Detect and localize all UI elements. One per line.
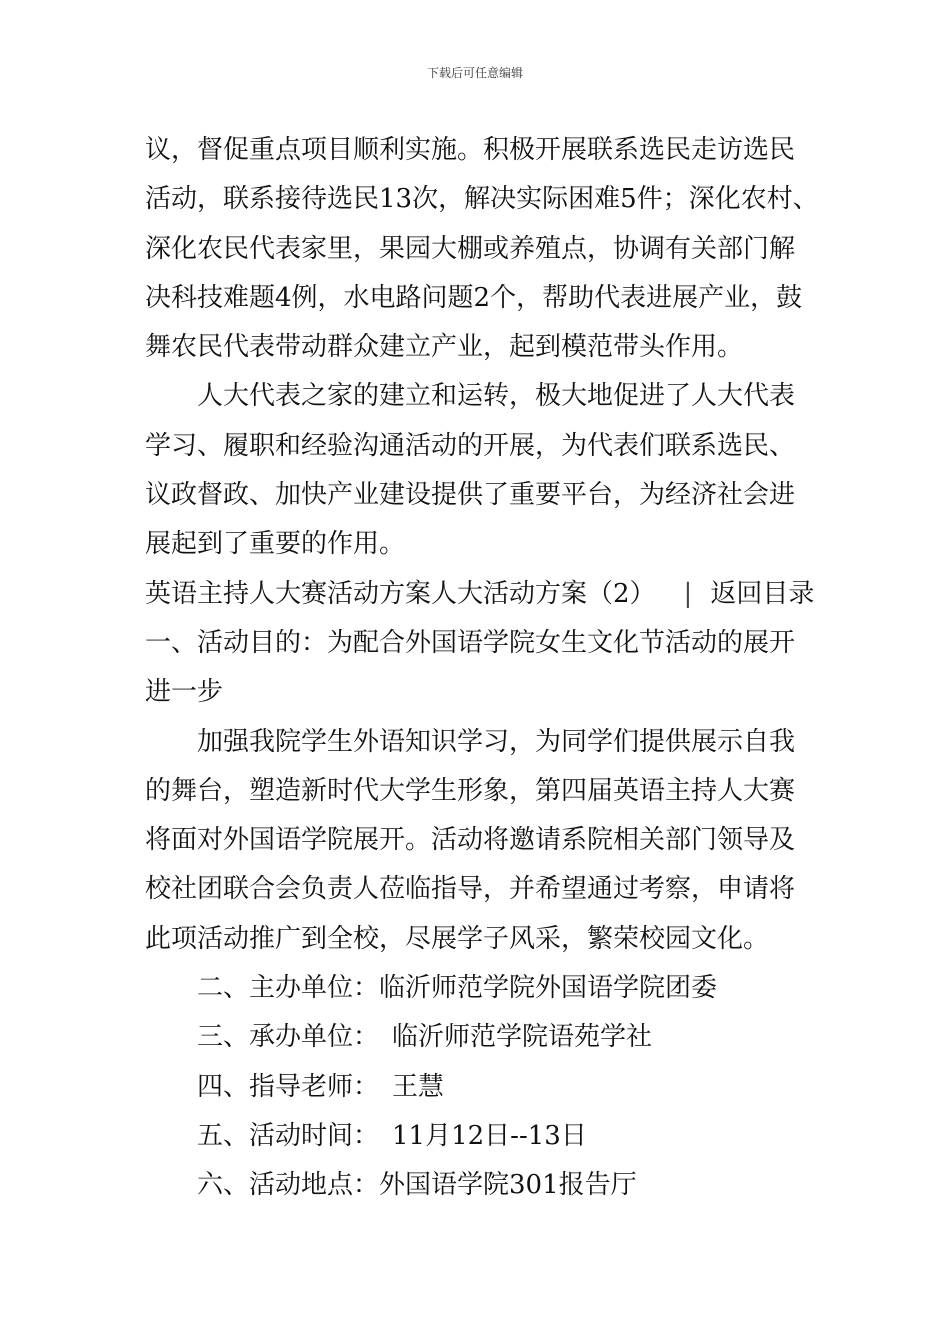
- list-item-location: 六、活动地点：外国语学院301报告厅: [197, 1170, 637, 1201]
- paragraph-2: [145, 372, 835, 569]
- section-title: 英语主持人大赛活动方案人大活动方案（2）: [145, 578, 656, 609]
- list-item-advisor: 四、指导老师： 王慧: [197, 1071, 445, 1102]
- text-line: 的舞台，塑造新时代大学生形象，第四届英语主持人大赛: [145, 775, 796, 806]
- text-line: 深化农民代表家里，果园大棚或养殖点，协调有关部门解: [145, 233, 796, 264]
- text-line: 学习、履职和经验沟通活动的开展，为代表们联系选民、: [145, 430, 796, 461]
- item-1-purpose: [145, 619, 835, 718]
- text-line: 一、活动目的：为配合外国语学院女生文化节活动的展开: [145, 627, 796, 658]
- document-body: [145, 126, 835, 1211]
- list-item-time: 五、活动时间： 11月12日--13日: [197, 1120, 587, 1151]
- text-line: 议，督促重点项目顺利实施。积极开展联系选民走访选民: [145, 135, 796, 165]
- text-line: 此项活动推广到全校，尽展学子风采，繁荣校园文化。: [145, 923, 770, 954]
- text-line: 人大代表之家的建立和运转，极大地促进了人大代表: [197, 381, 796, 412]
- paragraph-3: [145, 718, 835, 964]
- heading-separator: |: [683, 578, 693, 609]
- detail-list: [145, 964, 835, 1210]
- text-line: 将面对外国语学院展开。活动将邀请系院相关部门领导及: [145, 825, 796, 856]
- text-line: 加强我院学生外语知识学习，为同学们提供展示自我: [197, 726, 796, 757]
- text-line: 校社团联合会负责人莅临指导，并希望通过考察，申请将: [145, 874, 796, 905]
- text-line: 舞农民代表带动群众建立产业，起到模范带头作用。: [145, 332, 744, 363]
- list-item-organizer: 二、主办单位：临沂师范学院外国语学院团委: [197, 973, 718, 1004]
- back-to-contents-link[interactable]: 返回目录: [710, 578, 815, 609]
- list-item-host: 三、承办单位： 临沂师范学院语苑学社: [197, 1022, 653, 1053]
- text-line: 活动，联系接待选民13次，解决实际困难5件；深化农村、: [145, 184, 819, 215]
- paragraph-1: [145, 126, 835, 372]
- text-line: 议政督政、加快产业建设提供了重要平台，为经济社会进: [145, 480, 796, 511]
- page-header: 下载后可任意编辑: [426, 66, 523, 80]
- section-heading: [145, 570, 835, 619]
- text-line: 展起到了重要的作用。: [145, 529, 406, 560]
- text-line: 决科技难题4例，水电路问题2个，帮助代表进展产业，鼓: [145, 282, 803, 313]
- text-line: 进一步: [145, 677, 224, 708]
